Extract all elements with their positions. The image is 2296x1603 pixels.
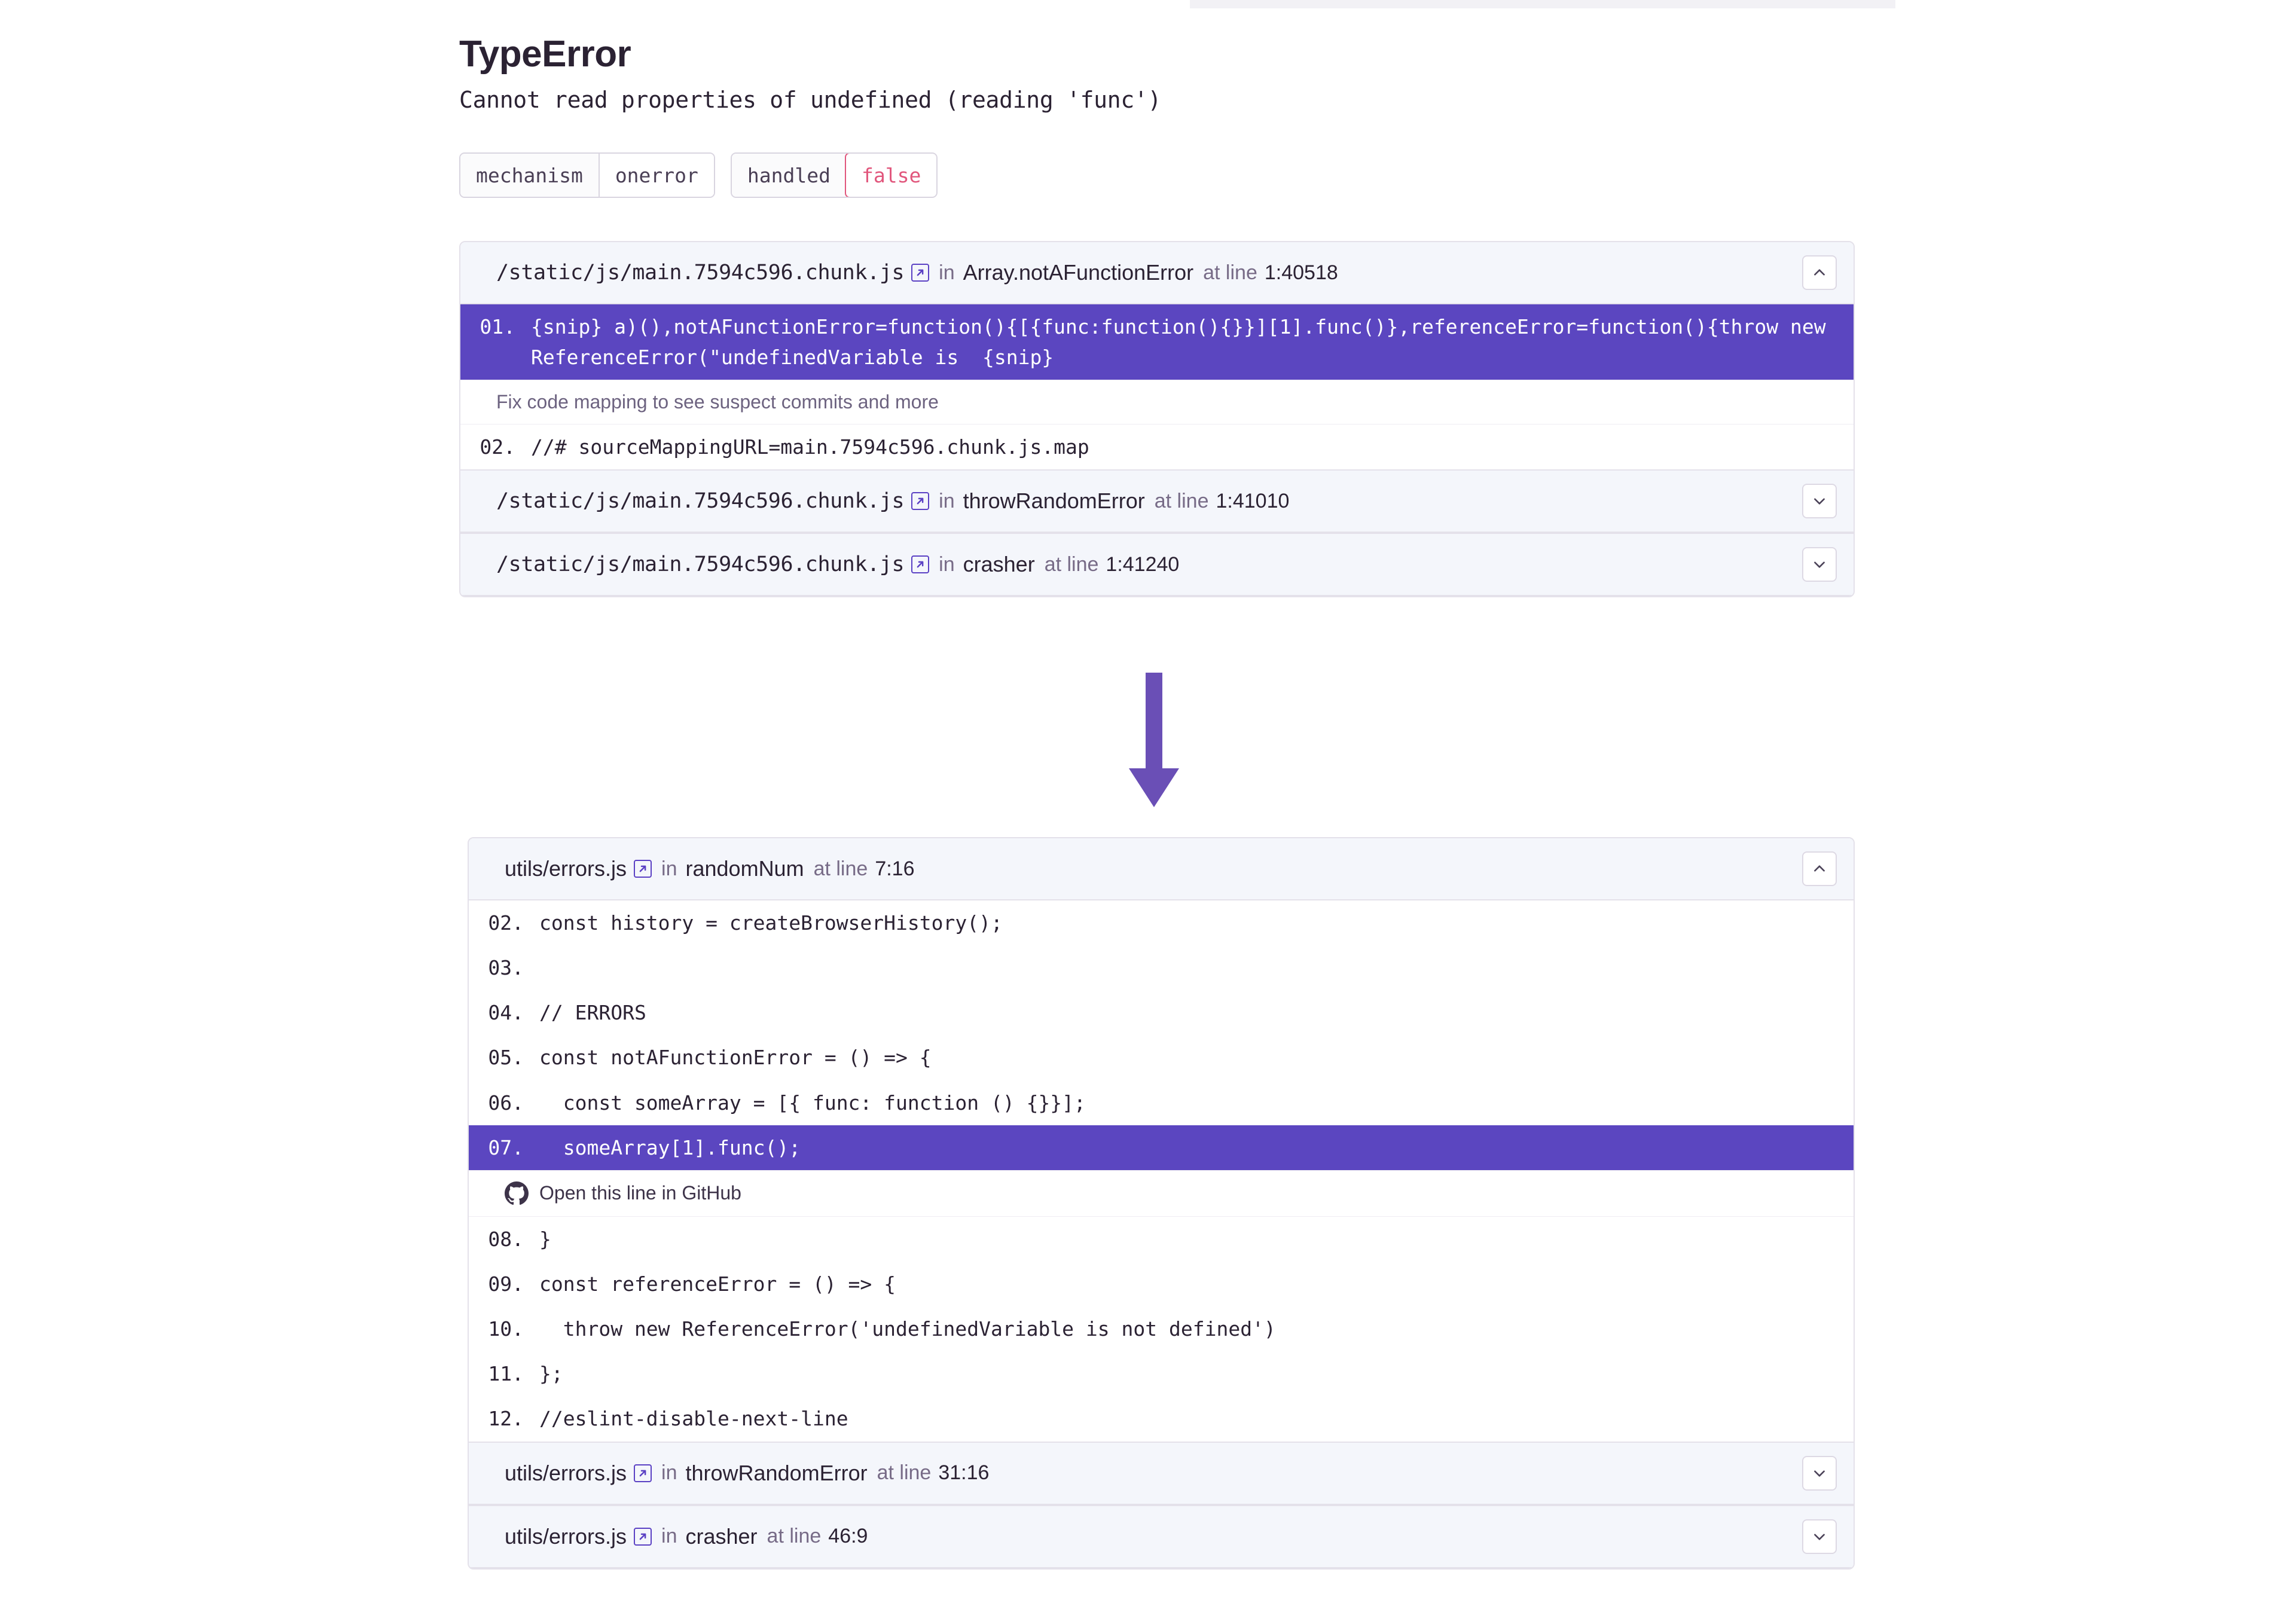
stackframe-in-label: in: [661, 1525, 677, 1548]
code-line: [469, 945, 1854, 990]
external-link-icon[interactable]: [634, 860, 652, 878]
stackframe-in-label: in: [939, 261, 955, 284]
chevron-down-icon[interactable]: [1802, 547, 1837, 582]
code-line-number: 09.: [488, 1272, 524, 1296]
github-icon: [505, 1181, 529, 1205]
code-line-number: 07.: [488, 1135, 524, 1159]
open-line-in-github-link[interactable]: [469, 1170, 1854, 1217]
stackframe-filename: /static/js/main.7594c596.chunk.js: [496, 552, 905, 577]
code-line-text: const history = createBrowserHistory();: [539, 911, 1003, 935]
page-top-edge: [1190, 0, 1895, 8]
code-mapping-note-label: Fix code mapping to see suspect commits and more: [496, 391, 939, 413]
code-line-number: 11.: [488, 1362, 524, 1386]
stackframe-filename: /static/js/main.7594c596.chunk.js: [496, 261, 905, 285]
stackframe-lineno: 7:16: [875, 857, 915, 880]
code-line: [460, 425, 1854, 469]
external-link-icon[interactable]: [634, 1464, 652, 1482]
code-line-number: 03.: [488, 956, 524, 980]
code-line-text: throw new ReferenceError('undefinedVariable is not defined'): [539, 1317, 1276, 1341]
stackframe-header-throwrandomerror-source[interactable]: [469, 1442, 1854, 1505]
tag-handled-value: false: [845, 152, 938, 198]
original-stacktrace-card: [468, 837, 1855, 1570]
stackframe-filename: /static/js/main.7594c596.chunk.js: [496, 489, 905, 514]
stackframe-atline-label: at line: [813, 857, 868, 880]
code-line: [469, 1351, 1854, 1396]
code-line-text: const referenceError = () => {: [539, 1272, 896, 1296]
error-header: [459, 35, 1864, 113]
tag-mechanism-key: mechanism: [460, 154, 599, 197]
down-arrow-icon: [1124, 673, 1184, 813]
tag-handled[interactable]: [731, 152, 938, 198]
chevron-down-icon[interactable]: [1802, 1519, 1837, 1554]
stackframe-header-array-notafunctionerror[interactable]: [460, 242, 1854, 304]
code-line-number: 08.: [488, 1227, 524, 1251]
stackframe-in-label: in: [661, 857, 677, 880]
code-line: [469, 1035, 1854, 1080]
stackframe-atline-label: at line: [767, 1525, 822, 1548]
stackframe-filename: utils/errors.js: [505, 856, 627, 881]
stackframe-in-label: in: [939, 552, 955, 576]
minified-code-block: [460, 304, 1854, 469]
stackframe-title: [505, 1524, 868, 1549]
code-line-number: 06.: [488, 1091, 524, 1115]
chevron-up-icon[interactable]: [1802, 851, 1837, 886]
code-line-text: someArray[1].func();: [539, 1135, 801, 1159]
stackframe-title: [496, 488, 1289, 514]
code-line-text: };: [539, 1362, 563, 1386]
stackframe-function: throwRandomError: [685, 1460, 868, 1485]
stackframe-header-crasher[interactable]: [460, 533, 1854, 596]
stackframe-header-crasher-source[interactable]: [469, 1505, 1854, 1568]
code-line-text: const notAFunctionError = () => {: [539, 1046, 932, 1070]
stackframe-atline-label: at line: [1044, 552, 1099, 576]
stackframe-lineno: 1:41010: [1216, 489, 1290, 512]
stackframe-header-randomnum[interactable]: [469, 838, 1854, 900]
error-message: Cannot read properties of undefined (reading 'func'): [459, 87, 1162, 114]
code-line-number: 10.: [488, 1317, 524, 1341]
code-line-text: // ERRORS: [539, 1001, 646, 1025]
stackframe-function: Array.notAFunctionError: [963, 260, 1194, 285]
code-line: [469, 1262, 1854, 1306]
code-line: [469, 900, 1854, 945]
page-title: TypeError: [459, 33, 631, 75]
code-line: [469, 1080, 1854, 1125]
stackframe-atline-label: at line: [1154, 489, 1209, 512]
stackframe-in-label: in: [939, 489, 955, 512]
chevron-down-icon[interactable]: [1802, 1456, 1837, 1491]
code-line-number: 01.: [480, 315, 515, 338]
stackframe-function: throwRandomError: [963, 488, 1145, 514]
code-line-highlighted: [469, 1125, 1854, 1170]
minified-stacktrace-card: [459, 241, 1855, 597]
code-line-number: 05.: [488, 1046, 524, 1070]
chevron-up-icon[interactable]: [1802, 255, 1837, 290]
stackframe-title: [505, 856, 915, 881]
code-line-text: {snip} a)(),notAFunctionError=function(){[{func:function(){}}][1].func()},referenceError=function(){throw new ReferenceError("undefinedVariable is {snip}: [531, 315, 1838, 370]
code-line-text: }: [539, 1227, 551, 1251]
external-link-icon[interactable]: [911, 492, 929, 510]
code-line-text: //# sourceMappingURL=main.7594c596.chunk.js.map: [531, 435, 1089, 459]
code-line-text: const someArray = [{ func: function () {}}];: [539, 1091, 1086, 1115]
original-code-block: [469, 900, 1854, 1442]
code-line-number: 02.: [488, 911, 524, 935]
stackframe-lineno: 1:40518: [1264, 261, 1338, 284]
stackframe-title: [496, 260, 1338, 285]
code-line: [469, 1396, 1854, 1441]
code-line: [469, 1306, 1854, 1351]
stackframe-atline-label: at line: [1203, 261, 1257, 284]
tag-mechanism-value: onerror: [599, 154, 714, 197]
stackframe-lineno: 31:16: [938, 1461, 990, 1485]
code-line-highlighted: [460, 304, 1854, 380]
stackframe-title: [505, 1461, 989, 1486]
code-line-number: 12.: [488, 1407, 524, 1431]
code-line: [469, 990, 1854, 1035]
stackframe-atline-label: at line: [877, 1461, 932, 1485]
code-line: [469, 1217, 1854, 1262]
stackframe-lineno: 1:41240: [1106, 552, 1180, 576]
error-tag-row: [459, 152, 938, 198]
code-line-number: 04.: [488, 1001, 524, 1025]
stackframe-filename: utils/errors.js: [505, 1523, 627, 1549]
stackframe-function: randomNum: [685, 856, 804, 881]
stackframe-function: crasher: [963, 552, 1035, 577]
external-link-icon[interactable]: [634, 1528, 652, 1546]
code-line-text: //eslint-disable-next-line: [539, 1407, 848, 1431]
stackframe-header-throwrandomerror[interactable]: [460, 469, 1854, 533]
tag-handled-key: handled: [732, 154, 846, 197]
stackframe-title: [496, 552, 1179, 577]
stackframe-lineno: 46:9: [828, 1525, 868, 1548]
code-line-number: 02.: [480, 435, 515, 459]
chevron-down-icon[interactable]: [1802, 484, 1837, 518]
external-link-icon[interactable]: [911, 555, 929, 573]
tag-mechanism[interactable]: [459, 152, 715, 198]
external-link-icon[interactable]: [911, 264, 929, 282]
stackframe-function: crasher: [685, 1523, 758, 1549]
stackframe-filename: utils/errors.js: [505, 1460, 627, 1485]
code-mapping-note[interactable]: [460, 380, 1854, 425]
open-line-in-github-label: Open this line in GitHub: [539, 1182, 741, 1204]
stackframe-in-label: in: [661, 1461, 677, 1485]
